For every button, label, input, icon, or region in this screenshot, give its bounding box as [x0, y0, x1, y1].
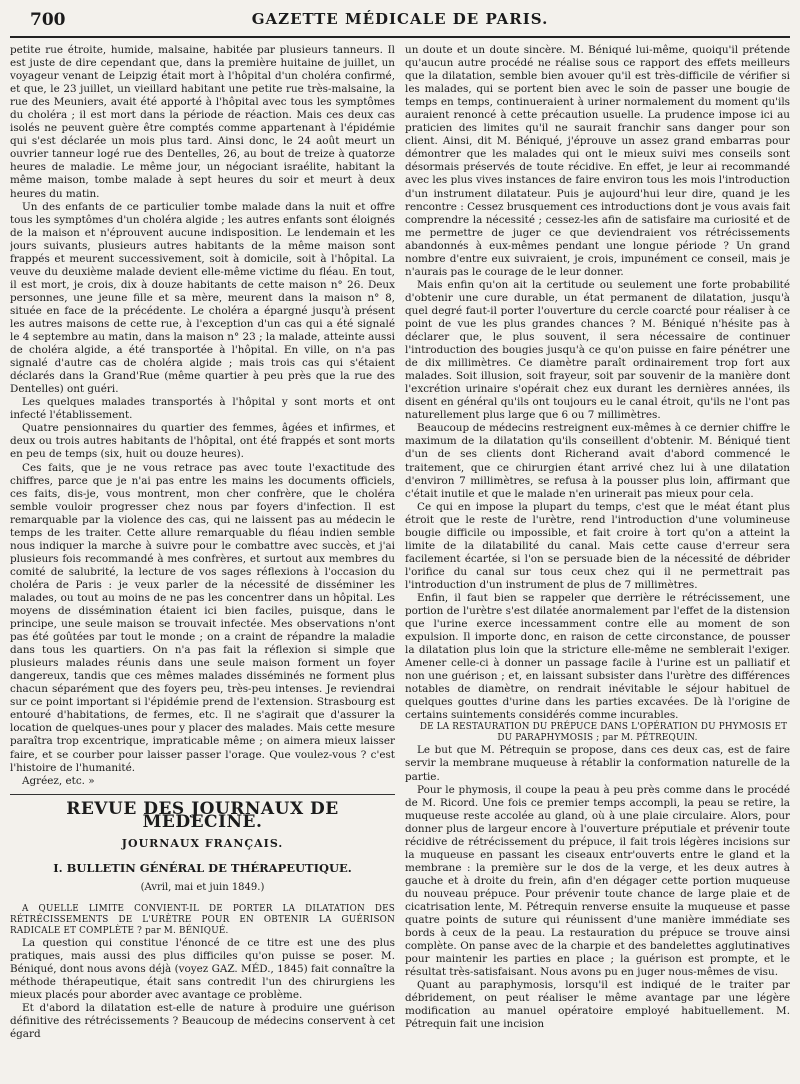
paragraph: Quatre pensionnaires du quartier des femmes, âgées et infirmes, et deux ou trois autres habitants de l'hôpital, ont été frappés et sont morts en peu de temps (six, huit ou douze heures). — [10, 422, 395, 461]
section-divider — [10, 794, 395, 795]
running-title: GAZETTE MÉDICALE DE PARIS. — [251, 10, 549, 28]
page-number: 700 — [30, 10, 66, 30]
paragraph: Les quelques malades transportés à l'hôpital y sont morts et ont infecté l'établissement. — [10, 396, 395, 422]
paragraph: Enfin, il faut bien se rappeler que derrière le rétrécissement, une portion de l'urètre s'est dilatée anormalement par l'effet de la distension que l'urine exerce incessamment contre elle au moment de son expulsion. Il importe donc, en raison de cette circonstance, de pousser la dilatation plus loin que la stricture elle-même ne semblerait l'exiger. Amener celle-ci à donner un passage facile à l'urine est un palliatif et non une guérison ; et, en laissant subsister dans l'urètre des différences notables de diamètre, on rendrait inévitable le séjour habituel de quelques gouttes d'urine dans les parties excavées. De là l'origine de certains suintements considérés comme incurables. — [405, 591, 790, 722]
paragraph: La question qui constitue l'énoncé de ce titre est une des plus pratiques, mais aussi des plus difficiles qu'on puisse se poser. M. Béniqué, dont nous avons déjà (voyez GAZ. MÉD., 1845) fait connaître la méthode thérapeutique, était sans contredit l'un des chirurgiens les mieux placés pour aborder avec avantage ce problème. — [10, 936, 395, 1002]
paragraph: un doute et un doute sincère. M. Béniqué lui-même, quoiqu'il prétende qu'aucun autre procédé ne réalise sous ce rapport des effets meilleurs que la dilatation, semble bien avouer qu'il est très-difficile de vérifier si les malades, qui se portent bien avec le soin de passer une bougie de temps en temps, continueraient à uriner normalement du moment qu'ils auraient renoncé à cette précaution usuelle. La prudence impose ici au praticien des limites qu'il ne saurait franchir sans danger pour son client. Ainsi, dit M. Béniqué, j'éprouve un assez grand embarras pour démontrer que les malades qui ont le mieux suivi mes conseils sont désormais préservés de toute récidive. En effet, je leur ai recommandé avec les plus vives instances de faire environ tous les mois l'introduction d'un instrument dilatateur. Puis je aujourd'hui leur dire, quand je les rencontre : Cessez brusquement ces introductions dont je vous avais fait comprendre la nécessité ; cessez-les afin de satisfaire ma curiosité et de me permettre de juger ce que deviendraient vos rétrécissements abandonnés à eux-mêmes pendant une longue période ? Un grand nombre d'entre eux suivraient, je crois, impunément ce conseil, mais je n'aurais pas le courage de le leur donner. — [405, 44, 790, 278]
paragraph: petite rue étroite, humide, malsaine, habitée par plusieurs tanneurs. Il est juste de dire cependant que, dans la première huitaine de juillet, un voyageur venant de Leipzig était mort à l'hôpital d'un choléra confirmé, et que, le 23 juillet, un vieillard habitant une petite rue très-malsaine, la rue des Meuniers, avait été apporté à l'hôpital avec tous les symptômes du choléra ; il est mort dans la période de réaction. Mais ces deux cas isolés ne peuvent guère être comptés comme appartenant à l'épidémie qui s'est déclarée un mois plus tard. Ainsi donc, le 24 août meurt un ouvrier tanneur logé rue des Dentelles, 26, au bout de treize à quatorze heures de maladie. Le même jour, un négociant israélite, habitant la même maison, tombe malade à sept heures du soir et meurt à deux heures du matin. — [10, 44, 395, 200]
paragraph: Le but que M. Pétrequin se propose, dans ces deux cas, est de faire servir la membrane muqueuse à rétablir la conformation naturelle de la partie. — [405, 744, 790, 783]
paragraph: Et d'abord la dilatation est-elle de nature à produire une guérison définitive des rétrécissements ? Beaucoup de médecins conservent à cet égard — [10, 1002, 395, 1041]
paragraph: Un des enfants de ce particulier tombe malade dans la nuit et offre tous les symptômes d'un choléra algide ; les autres enfants sont éloignés de la maison et n'éprouvent aucune indisposition. Le lendemain et les jours suivants, plusieurs autres habitants de la même maison sont frappés et meurent successivement, soit à domicile, soit à l'hôpital. La veuve du deuxième malade devient elle-même victime du fléau. En tout, il est mort, je crois, dix à douze habitants de cette maison n° 26. Deux personnes, une jeune fille et sa mère, meurent dans la maison n° 8, située en face de la précédente. Le choléra a épargné jusqu'à présent les autres maisons de cette rue, à l'exception d'un cas qui a été signalé le 4 septembre au matin, dans la maison n° 23 ; la malade, atteinte aussi de choléra algide, a été transportée à l'hôpital. En ville, on n'a pas signalé d'autre cas de choléra algide ; mais trois cas qui s'étaient déclarés dans la Grand'Rue (même quartier à peu près que la rue des Dentelles) ont guéri. — [10, 200, 395, 396]
left-column — [10, 44, 395, 1084]
paragraph: Ce qui en impose la plupart du temps, c'est que le méat étant plus étroit que le reste de l'urètre, rend l'introduction d'une volumineuse bougie difficile ou impossible, et fait croire à tort qu'on a atteint la limite de la dilatabilité du canal. Mais cette cause d'erreur sera facilement écartée, si l'on se persuade bien de la nécessité de débrider l'orifice du canal sur tous ceux chez qui il ne permettrait pas l'introduction d'un instrument de plus de 7 millimètres. — [405, 500, 790, 591]
bulletin-heading: I. BULLETIN GÉNÉRAL DE THÉRAPEUTIQUE. — [53, 860, 352, 875]
page-header — [10, 10, 790, 38]
journaux-francais-heading: JOURNAUX FRANÇAIS. — [121, 836, 284, 850]
article-title: DE LA RESTAURATION DU PRÉPUCE DANS L'OPÉRATION DU PHYMOSIS ET DU PARAPHYMOSIS ; par M. PÉTREQUIN. — [419, 722, 788, 744]
paragraph: Mais enfin qu'on ait la certitude ou seulement une forte probabilité d'obtenir une cure durable, un état permanent de dilatation, jusqu'à quel degré faut-il porter l'ouverture du cercle coarcté pour réaliser à ce point de vue les plus grandes chances ? M. Béniqué n'hésite pas à déclarer que, le plus souvent, il sera nécessaire de continuer l'introduction des bougies jusqu'à ce qu'on puisse en faire pénétrer une de dix millimètres. Ce diamètre paraît ordinairement trop fort aux malades. Soit illusion, soit frayeur, soit par souvenir de la manière dont l'excrétion urinaire s'opérait chez eux durant les dernières années, ils disent en général qu'ils ont toujours eu le canal étroit, qu'ils ne l'ont pas naturellement plus large que 6 ou 7 millimètres. — [405, 278, 790, 422]
text-columns — [10, 44, 790, 1084]
bulletin-date: (Avril, mai et juin 1849.) — [140, 881, 265, 893]
paragraph: Ces faits, que je ne vous retrace pas avec toute l'exactitude des chiffres, parce que je n'ai pas entre les mains les documents officiels, ces faits, dis-je, vous montrent, mon cher confrère, que le choléra semble vouloir progresser chez nous par foyers d'infection. Il est remarquable par la violence des cas, qui ne laissent pas au médecin le temps de les traiter. Cette allure remarquable du fléau indien semble nous indiquer la marche à suivre pour le combattre avec succès, et j'ai plusieurs fois recommandé à mes confrères, et surtout aux membres du comité de salubrité, la lecture de vos sages réflexions à l'occasion du choléra de Paris : je veux parler de la nécessité de disséminer les malades, ou tout au moins de ne pas les concentrer dans un hôpital. Les moyens de dissémination étaient ici bien faciles, puisque, dans le principe, une seule maison se trouvait infectée. Mes observations n'ont pas été goûtées par tout le monde ; on a craint de répandre la maladie dans tous les quartiers. On n'a pas fait la réflexion si simple que plusieurs malades réunis dans une seule maison forment un foyer dangereux, tandis que ces mêmes malades disséminés ne forment plus chacun séparément que des foyers peu, très-peu intenses. Je reviendrai sur ce point important si l'épidémie prend de l'extension. Strasbourg est entouré d'habitations, de fermes, etc. Il ne s'agirait que d'assurer la location de quelques-unes pour y placer des malades. Mais cette mesure paraîtra trop excentrique, impraticable même ; on aimera mieux laisser faire, et se courber pour laisser passer l'orage. Que voulez-vous ? c'est l'histoire de l'humanité. — [10, 461, 395, 774]
right-column — [405, 44, 790, 1084]
revue-heading: REVUE DES JOURNAUX DE MÉDECINE. — [66, 798, 339, 832]
paragraph: Beaucoup de médecins restreignent eux-mêmes à ce dernier chiffre le maximum de la dilatation qu'ils conseillent d'obtenir. M. Béniqué tient d'un de ses clients dont Richerand avait d'abord commencé le traitement, que ce chirurgien étant arrivé chez lui à une dilatation d'environ 7 millimètres, se refusa à la pousser plus loin, affirmant que c'était inutile et que le malade n'en urinerait pas mieux pour cela. — [405, 422, 790, 500]
letter-signoff: Agréez, etc. » — [22, 774, 95, 787]
article-title: A QUELLE LIMITE CONVIENT-IL DE PORTER LA DILATATION DES RÉTRÉCISSEMENTS DE L'URÈTRE POUR EN OBTENIR LA GUÉRISON RADICALE ET COMPLÈTE ? par M. BÉNIQUÉ. — [10, 903, 395, 936]
paragraph: Quant au paraphymosis, lorsqu'il est indiqué de le traiter par débridement, on peut réaliser le même avantage par une légère modification au manuel opératoire employé habituellement. M. Pétrequin fait une incision — [405, 979, 790, 1031]
paragraph: Pour le phymosis, il coupe la peau à peu près comme dans le procédé de M. Ricord. Une fois ce premier temps accompli, la peau se retire, la muqueuse reste accolée au gland, où à une plaie circulaire. Alors, pour donner plus de largeur encore à l'ouverture préputiale et prévenir toute récidive de rétrécissement du prépuce, il fait trois légères incisions sur la muqueuse en passant les ciseaux entr'ouverts entre le gland et la membrane : la première sur le dos de la verge, et les deux autres à gauche et à droite du frein, afin d'en dégager cette portion muqueuse du nouveau prépuce. Pour prévenir toute chance de large plaie et de cicatrisation lente, M. Pétrequin renverse ensuite la muqueuse et passe quatre points de suture qui réunissent d'une manière immédiate ses bords à ceux de la peau. La restauration du prépuce se trouve ainsi complète. On panse avec de la charpie et des bandelettes agglutinatives pour maintenir les parties en place ; la guérison est prompte, et le résultat très-satisfaisant. Nous avons pu en juger nous-mêmes de visu. — [405, 783, 790, 979]
